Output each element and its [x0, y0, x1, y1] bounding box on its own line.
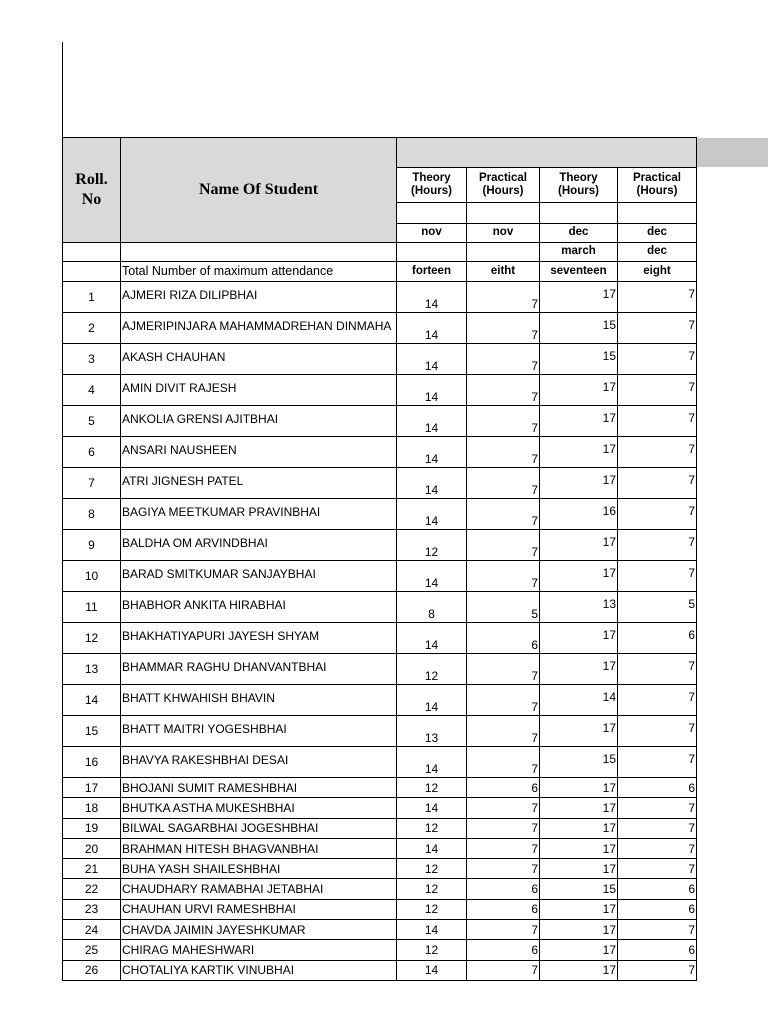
- theory-hours-cell: 17: [540, 282, 618, 313]
- table-row: [63, 685, 697, 716]
- theory-hours-cell: 12: [397, 818, 467, 838]
- col4-total: eight: [618, 262, 697, 282]
- roll-no-cell: 26: [63, 960, 121, 980]
- table-row: [63, 623, 697, 654]
- table-row: [63, 282, 697, 313]
- practical-hours-cell: 7: [618, 798, 697, 818]
- practical-hours-cell: 7: [618, 499, 697, 530]
- table-row: [63, 468, 697, 499]
- student-name-cell: ATRI JIGNESH PATEL: [121, 468, 397, 499]
- theory-hours-cell: 17: [540, 437, 618, 468]
- practical-hours-cell: 7: [467, 960, 540, 980]
- student-name-cell: BHAMMAR RAGHU DHANVANTBHAI: [121, 654, 397, 685]
- practical-hours-cell: 7: [618, 468, 697, 499]
- table-row: [63, 437, 697, 468]
- practical-hours-cell: 7: [467, 685, 540, 716]
- theory-hours-cell: 12: [397, 879, 467, 899]
- table-row: [63, 778, 697, 798]
- table-row: [63, 818, 697, 838]
- col4-month: dec: [618, 224, 697, 243]
- student-name-cell: BHATT MAITRI YOGESHBHAI: [121, 716, 397, 747]
- roll-no-cell: 13: [63, 654, 121, 685]
- student-name-cell: CHAVDA JAIMIN JAYESHKUMAR: [121, 920, 397, 940]
- student-name-cell: BHAKHATIYAPURI JAYESH SHYAM: [121, 623, 397, 654]
- practical-hours-cell: 7: [467, 561, 540, 592]
- side-gray-band: [697, 138, 768, 167]
- theory-hours-cell: 14: [397, 282, 467, 313]
- table-row: [63, 859, 697, 879]
- col2-month2: [467, 243, 540, 262]
- roll-no-cell: 24: [63, 920, 121, 940]
- practical-hours-cell: 7: [618, 654, 697, 685]
- student-name-cell: BHAVYA RAKESHBHAI DESAI: [121, 747, 397, 778]
- student-name-cell: BHOJANI SUMIT RAMESHBHAI: [121, 778, 397, 798]
- practical-hours-cell: 7: [467, 716, 540, 747]
- theory-hours-cell: 17: [540, 920, 618, 940]
- practical-hours-cell: 6: [467, 879, 540, 899]
- practical-hours-cell: 7: [618, 838, 697, 858]
- table-row: [63, 499, 697, 530]
- roll-no-cell: 4: [63, 375, 121, 406]
- practical-hours-cell: 7: [467, 859, 540, 879]
- practical-hours-cell: 7: [467, 468, 540, 499]
- theory-hours-cell: 14: [397, 561, 467, 592]
- student-name-cell: BHATT KHWAHISH BHAVIN: [121, 685, 397, 716]
- student-name-cell: BALDHA OM ARVINDBHAI: [121, 530, 397, 561]
- theory-hours-cell: 14: [397, 623, 467, 654]
- theory-hours-cell: 8: [397, 592, 467, 623]
- attendance-table: [62, 137, 697, 981]
- roll-no-cell: 23: [63, 899, 121, 919]
- col3-total: seventeen: [540, 262, 618, 282]
- table-row: [63, 654, 697, 685]
- practical-hours-cell: 7: [467, 838, 540, 858]
- practical-hours-cell: 7: [618, 437, 697, 468]
- theory-hours-cell: 12: [397, 530, 467, 561]
- total-attendance-label: Total Number of maximum attendance: [121, 262, 397, 282]
- theory-hours-cell: 17: [540, 530, 618, 561]
- theory-hours-cell: 12: [397, 654, 467, 685]
- student-name-cell: ANSARI NAUSHEEN: [121, 437, 397, 468]
- theory-hours-cell: 14: [397, 344, 467, 375]
- roll-no-cell: 1: [63, 282, 121, 313]
- theory-hours-cell: 13: [540, 592, 618, 623]
- practical-hours-cell: 7: [618, 530, 697, 561]
- roll-no-cell: 17: [63, 778, 121, 798]
- practical-hours-cell: 6: [618, 899, 697, 919]
- theory-hours-cell: 14: [540, 685, 618, 716]
- theory-hours-cell: 17: [540, 561, 618, 592]
- practical-hours-cell: 6: [467, 899, 540, 919]
- theory-hours-cell: 14: [397, 375, 467, 406]
- theory-hours-cell: 17: [540, 859, 618, 879]
- theory-hours-cell: 14: [397, 406, 467, 437]
- col4-month2: dec: [618, 243, 697, 262]
- table-row: [63, 879, 697, 899]
- col3-month: dec: [540, 224, 618, 243]
- theory-hours-cell: 17: [540, 798, 618, 818]
- table-row: [63, 375, 697, 406]
- col2-month: nov: [467, 224, 540, 243]
- practical-hours-cell: 7: [467, 282, 540, 313]
- roll-no-cell: 16: [63, 747, 121, 778]
- empty-cell: [121, 243, 397, 262]
- student-name-cell: BHUTKA ASTHA MUKESHBHAI: [121, 798, 397, 818]
- theory-hours-cell: 12: [397, 778, 467, 798]
- practical-hours-cell: 7: [467, 530, 540, 561]
- practical-hours-cell: 7: [467, 499, 540, 530]
- theory-hours-cell: 12: [397, 940, 467, 960]
- table-row: [63, 530, 697, 561]
- col3-month2: march: [540, 243, 618, 262]
- roll-no-cell: 8: [63, 499, 121, 530]
- col1-type-header: Theory (Hours): [397, 168, 467, 203]
- theory-hours-cell: 15: [540, 879, 618, 899]
- student-name-cell: AMIN DIVIT RAJESH: [121, 375, 397, 406]
- theory-hours-cell: 15: [540, 344, 618, 375]
- col3-type-header: Theory (Hours): [540, 168, 618, 203]
- roll-no-cell: 2: [63, 313, 121, 344]
- practical-hours-cell: 7: [467, 313, 540, 344]
- practical-hours-cell: 7: [467, 654, 540, 685]
- theory-hours-cell: 17: [540, 468, 618, 499]
- student-name-cell: AKASH CHAUHAN: [121, 344, 397, 375]
- theory-hours-cell: 14: [397, 499, 467, 530]
- student-name-cell: BRAHMAN HITESH BHAGVANBHAI: [121, 838, 397, 858]
- student-name-cell: BARAD SMITKUMAR SANJAYBHAI: [121, 561, 397, 592]
- student-name-cell: CHOTALIYA KARTIK VINUBHAI: [121, 960, 397, 980]
- theory-hours-cell: 17: [540, 778, 618, 798]
- practical-hours-cell: 7: [618, 561, 697, 592]
- practical-hours-cell: 7: [618, 747, 697, 778]
- empty-cell: [63, 262, 121, 282]
- theory-hours-cell: 14: [397, 468, 467, 499]
- theory-hours-cell: 15: [540, 747, 618, 778]
- name-of-student-header: Name Of Student: [121, 138, 397, 243]
- col2-total: eitht: [467, 262, 540, 282]
- col4-type-header: Practical (Hours): [618, 168, 697, 203]
- theory-hours-cell: 15: [540, 313, 618, 344]
- practical-hours-cell: 6: [467, 940, 540, 960]
- roll-no-cell: 6: [63, 437, 121, 468]
- empty-cell: [467, 203, 540, 224]
- practical-hours-cell: 6: [618, 623, 697, 654]
- practical-hours-cell: 7: [618, 406, 697, 437]
- roll-no-cell: 3: [63, 344, 121, 375]
- practical-hours-cell: 7: [618, 716, 697, 747]
- student-name-cell: ANKOLIA GRENSI AJITBHAI: [121, 406, 397, 437]
- practical-hours-cell: 7: [618, 685, 697, 716]
- left-border-line: [62, 42, 63, 138]
- roll-no-cell: 18: [63, 798, 121, 818]
- practical-hours-cell: 7: [618, 818, 697, 838]
- student-name-cell: CHIRAG MAHESHWARI: [121, 940, 397, 960]
- practical-hours-cell: 6: [618, 778, 697, 798]
- roll-no-cell: 9: [63, 530, 121, 561]
- student-name-cell: BAGIYA MEETKUMAR PRAVINBHAI: [121, 499, 397, 530]
- theory-hours-cell: 14: [397, 920, 467, 940]
- col1-month2: [397, 243, 467, 262]
- theory-hours-cell: 17: [540, 818, 618, 838]
- theory-hours-cell: 17: [540, 375, 618, 406]
- roll-no-cell: 25: [63, 940, 121, 960]
- theory-hours-cell: 13: [397, 716, 467, 747]
- practical-hours-cell: 7: [467, 818, 540, 838]
- theory-hours-cell: 17: [540, 899, 618, 919]
- col2-type-header: Practical (Hours): [467, 168, 540, 203]
- practical-hours-cell: 6: [618, 879, 697, 899]
- theory-hours-cell: 14: [397, 685, 467, 716]
- table-row: [63, 899, 697, 919]
- student-name-cell: BUHA YASH SHAILESHBHAI: [121, 859, 397, 879]
- practical-hours-cell: 7: [467, 344, 540, 375]
- practical-hours-cell: 7: [618, 313, 697, 344]
- table-row: [63, 561, 697, 592]
- table-row: [63, 716, 697, 747]
- theory-hours-cell: 17: [540, 960, 618, 980]
- theory-hours-cell: 17: [540, 654, 618, 685]
- student-name-cell: CHAUDHARY RAMABHAI JETABHAI: [121, 879, 397, 899]
- practical-hours-cell: 5: [618, 592, 697, 623]
- empty-cell: [397, 203, 467, 224]
- theory-hours-cell: 16: [540, 499, 618, 530]
- table-row: [63, 313, 697, 344]
- theory-hours-cell: 17: [540, 716, 618, 747]
- header-band: [397, 138, 697, 168]
- theory-hours-cell: 17: [540, 623, 618, 654]
- theory-hours-cell: 17: [540, 406, 618, 437]
- roll-no-header: Roll. No: [63, 138, 121, 243]
- student-name-cell: BILWAL SAGARBHAI JOGESHBHAI: [121, 818, 397, 838]
- roll-no-cell: 22: [63, 879, 121, 899]
- roll-no-cell: 12: [63, 623, 121, 654]
- theory-hours-cell: 17: [540, 940, 618, 960]
- roll-no-cell: 19: [63, 818, 121, 838]
- col1-month: nov: [397, 224, 467, 243]
- theory-hours-cell: 14: [397, 437, 467, 468]
- table-row: [63, 747, 697, 778]
- theory-hours-cell: 14: [397, 747, 467, 778]
- roll-no-cell: 14: [63, 685, 121, 716]
- practical-hours-cell: 7: [467, 437, 540, 468]
- theory-hours-cell: 14: [397, 798, 467, 818]
- roll-no-cell: 7: [63, 468, 121, 499]
- roll-no-cell: 10: [63, 561, 121, 592]
- table-row: [63, 940, 697, 960]
- theory-hours-cell: 14: [397, 838, 467, 858]
- practical-hours-cell: 7: [467, 375, 540, 406]
- table-row: [63, 960, 697, 980]
- practical-hours-cell: 7: [467, 747, 540, 778]
- theory-hours-cell: 12: [397, 859, 467, 879]
- theory-hours-cell: 14: [397, 313, 467, 344]
- table-row: [63, 920, 697, 940]
- table-row: [63, 838, 697, 858]
- practical-hours-cell: 6: [467, 623, 540, 654]
- roll-no-cell: 15: [63, 716, 121, 747]
- roll-no-cell: 20: [63, 838, 121, 858]
- practical-hours-cell: 7: [618, 960, 697, 980]
- practical-hours-cell: 6: [467, 778, 540, 798]
- table-row: [63, 406, 697, 437]
- roll-no-cell: 5: [63, 406, 121, 437]
- roll-no-cell: 21: [63, 859, 121, 879]
- theory-hours-cell: 12: [397, 899, 467, 919]
- table-row: [63, 592, 697, 623]
- practical-hours-cell: 7: [618, 282, 697, 313]
- student-name-cell: AJMERIPINJARA MAHAMMADREHAN DINMAHA: [121, 313, 397, 344]
- practical-hours-cell: 7: [467, 406, 540, 437]
- empty-cell: [540, 203, 618, 224]
- table-row: [63, 344, 697, 375]
- practical-hours-cell: 7: [618, 859, 697, 879]
- practical-hours-cell: 5: [467, 592, 540, 623]
- practical-hours-cell: 7: [618, 344, 697, 375]
- col1-total: forteen: [397, 262, 467, 282]
- student-name-cell: AJMERI RIZA DILIPBHAI: [121, 282, 397, 313]
- practical-hours-cell: 6: [618, 940, 697, 960]
- practical-hours-cell: 7: [467, 798, 540, 818]
- roll-no-cell: 11: [63, 592, 121, 623]
- table-row: [63, 798, 697, 818]
- theory-hours-cell: 17: [540, 838, 618, 858]
- empty-cell: [63, 243, 121, 262]
- practical-hours-cell: 7: [618, 920, 697, 940]
- student-name-cell: CHAUHAN URVI RAMESHBHAI: [121, 899, 397, 919]
- empty-cell: [618, 203, 697, 224]
- practical-hours-cell: 7: [467, 920, 540, 940]
- theory-hours-cell: 14: [397, 960, 467, 980]
- practical-hours-cell: 7: [618, 375, 697, 406]
- student-name-cell: BHABHOR ANKITA HIRABHAI: [121, 592, 397, 623]
